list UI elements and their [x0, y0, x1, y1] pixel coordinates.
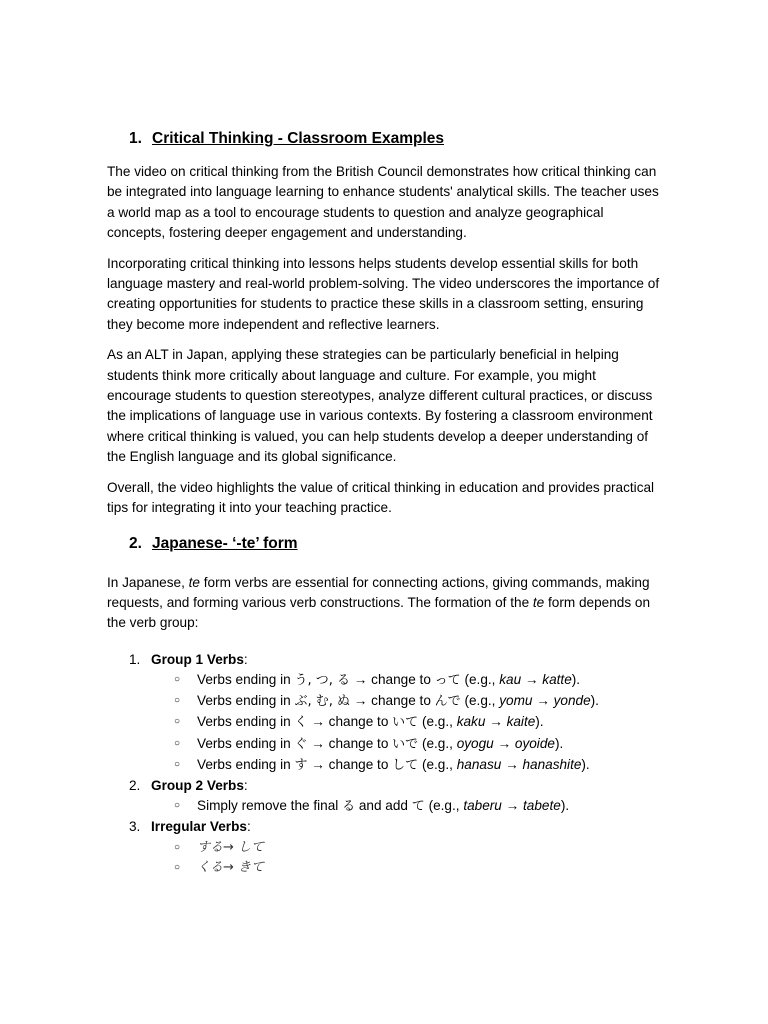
- kana: いで: [392, 736, 419, 752]
- intro-italic: te: [188, 574, 200, 590]
- list-number: 3.: [129, 819, 141, 835]
- rule-post: ).: [590, 693, 599, 709]
- list-number: 2.: [129, 777, 141, 793]
- rule-mid: and add: [355, 798, 412, 814]
- intro-italic: te: [532, 594, 545, 610]
- intro-text: form depends on the verb group:: [107, 594, 651, 631]
- bullet-icon: ○: [174, 800, 181, 812]
- intro-text: In Japanese,: [107, 574, 189, 590]
- section-title: Japanese- ‘-te’ form: [152, 534, 298, 552]
- rule-post: ).: [535, 714, 544, 730]
- bullet-icon: ○: [174, 673, 181, 685]
- group-label: Group 1 Verbs: [151, 651, 244, 667]
- section-number: 1.: [129, 130, 142, 147]
- group-label: Irregular Verbs: [151, 819, 247, 835]
- verb-group-list: [107, 650, 663, 878]
- bullet-icon: ○: [174, 861, 181, 873]
- kana: ぶ, む, ぬ: [294, 694, 351, 710]
- bullet-icon: ○: [174, 716, 181, 728]
- example: yomu → yonde: [499, 693, 591, 709]
- bullet-icon: ○: [174, 758, 181, 770]
- rule-mid: → change to: [350, 693, 435, 709]
- rule-mid: → change to: [307, 756, 393, 772]
- intro-text: form verbs are essential for connecting actions, giving commands, making requests, and forming various verb constructions. The formation of the: [107, 574, 650, 610]
- verb-group-heading: [107, 650, 663, 670]
- kana: す: [294, 757, 308, 773]
- example: kaku → kaite: [456, 714, 536, 730]
- list-item: [107, 838, 663, 858]
- rule-text: [197, 712, 544, 733]
- group-label: Group 2 Verbs: [151, 777, 244, 793]
- rule-mid: → change to: [350, 671, 435, 687]
- rule-pre: Verbs ending in: [197, 714, 295, 730]
- example: taberu → tabete: [463, 798, 561, 814]
- rule-eg: (e.g.,: [418, 714, 457, 730]
- section-title: Critical Thinking - Classroom Examples: [152, 130, 444, 147]
- rule-pre: Verbs ending in: [197, 693, 295, 709]
- paragraph: As an ALT in Japan, applying these strategies can be particularly beneficial in helping students think more critically about language and culture. For example, you might encourage students to question stereotypes, analyze different cultural practices, or discuss the implications of language use in various contexts. By fostering a classroom environment where critical thinking is valued, you can help students develop a deeper understanding of the English language and its global significance.: [107, 347, 653, 465]
- irregular-verb: する→ して: [197, 839, 265, 855]
- rule-pre: Verbs ending in: [197, 735, 295, 751]
- kana: く: [294, 715, 308, 731]
- group-suffix: :: [243, 651, 248, 667]
- irregular-verb: くる→ きて: [197, 859, 265, 875]
- rule-eg: (e.g.,: [460, 693, 500, 709]
- group-suffix: :: [243, 777, 248, 793]
- rule-post: ).: [571, 671, 581, 687]
- rule-eg: (e.g.,: [424, 798, 464, 814]
- document-content: [107, 128, 663, 878]
- paragraph: The video on critical thinking from the British Council demonstrates how critical thinking can be integrated into language learning to enhance students' analytical skills. The teacher uses a world map as a tool to encourage students to question and analyze geographical concepts, fostering deeper engagement and understanding.: [107, 164, 659, 241]
- bullet-icon: ○: [174, 841, 181, 853]
- rule-post: ).: [560, 798, 570, 814]
- section-number: 2.: [129, 534, 142, 552]
- kana: う, つ, る: [294, 672, 351, 688]
- bullet-icon: ○: [174, 737, 181, 749]
- list-item: [107, 755, 663, 776]
- rule-pre: Verbs ending in: [197, 756, 295, 772]
- rule-mid: → change to: [307, 714, 393, 730]
- list-item: [107, 712, 663, 733]
- rule-post: ).: [554, 735, 564, 751]
- example: kau → katte: [499, 671, 572, 687]
- group-suffix: :: [246, 819, 251, 835]
- kana: ぐ: [294, 736, 308, 752]
- rule-text: [197, 670, 580, 691]
- bullet-icon: ○: [174, 695, 181, 707]
- kana: んで: [434, 694, 461, 710]
- section-heading: [107, 128, 663, 150]
- paragraph: Incorporating critical thinking into lessons helps students develop essential skills for both language mastery and real-world problem-solving. The video underscores the importance of creating opportunities for students to practice these skills in a classroom setting, ensuring they become more independent and reflective learners.: [107, 255, 660, 332]
- section-heading: [107, 533, 663, 555]
- kana: る: [342, 799, 356, 815]
- intro-paragraph: [107, 573, 663, 634]
- example: oyogu → oyoide: [456, 735, 555, 751]
- rule-pre: Simply remove the final: [197, 798, 343, 814]
- rule-mid: → change to: [307, 735, 393, 751]
- verb-group-heading: [107, 817, 663, 837]
- rule-text: [197, 796, 569, 817]
- verb-group-heading: [107, 776, 663, 796]
- rule-eg: (e.g.,: [418, 735, 457, 751]
- rule-eg: (e.g.,: [418, 756, 457, 772]
- example: hanasu → hanashite: [456, 756, 582, 772]
- rule-eg: (e.g.,: [460, 671, 500, 687]
- list-number: 1.: [129, 651, 141, 667]
- list-item: [107, 691, 663, 712]
- paragraph: Overall, the video highlights the value of critical thinking in education and provides practical tips for integrating it into your teaching practice.: [107, 479, 655, 516]
- rule-text: [197, 755, 590, 776]
- kana: て: [411, 799, 425, 815]
- rule-text: [197, 734, 563, 755]
- kana: いて: [392, 715, 419, 731]
- list-item: [107, 858, 663, 878]
- rule-post: ).: [581, 756, 590, 772]
- kana: って: [434, 672, 461, 688]
- list-item: [107, 796, 663, 817]
- kana: して: [392, 757, 419, 773]
- rule-text: [197, 691, 599, 712]
- list-item: [107, 670, 663, 691]
- list-item: [107, 734, 663, 755]
- rule-pre: Verbs ending in: [197, 671, 295, 687]
